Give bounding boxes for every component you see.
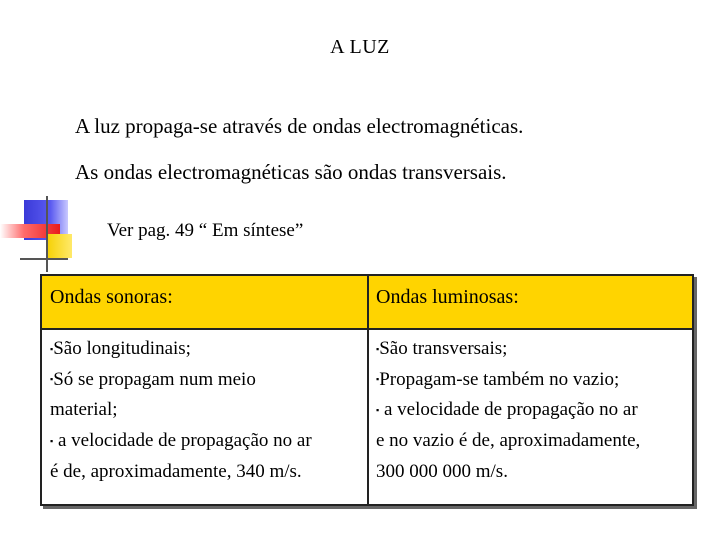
statement-transverse-waves: As ondas electromagnéticas são ondas transversais. (75, 160, 507, 184)
bullet-icon: ▪ (376, 343, 380, 354)
column-divider (367, 276, 369, 504)
bullet-icon: ▪ (50, 343, 54, 354)
slide-title: A LUZ (330, 36, 390, 58)
list-item: 300 000 000 m/s. (376, 460, 508, 482)
statement-light-propagation: A luz propaga-se através de ondas electromagnéticas. (75, 114, 524, 138)
list-item: ▪Só se propagam num meio (50, 368, 256, 390)
list-item: ▪São transversais; (376, 338, 508, 359)
list-item: material; (50, 399, 118, 421)
bullet-icon: ▪ (376, 404, 380, 415)
bullet-icon: ▪ (50, 435, 54, 446)
list-item: é de, aproximadamente, 340 m/s. (50, 460, 302, 482)
bullet-icon: ▪ (50, 374, 54, 385)
bullet-icon: ▪ (376, 374, 380, 385)
page-reference: Ver pag. 49 “ Em síntese” (107, 220, 304, 241)
comparison-table (40, 274, 694, 506)
list-item: ▪Propagam-se também no vazio; (376, 368, 620, 390)
header-light-waves: Ondas luminosas: (376, 286, 519, 308)
light-waves-cell (376, 334, 688, 487)
list-item: ▪ a velocidade de propagação no ar (50, 429, 312, 451)
list-item: ▪São longitudinais; (50, 338, 191, 359)
header-sound-waves: Ondas sonoras: (50, 286, 173, 308)
sound-waves-cell (50, 334, 364, 487)
list-item: ▪ a velocidade de propagação no ar (376, 399, 638, 421)
list-item: e no vazio é de, aproximadamente, (376, 429, 641, 451)
